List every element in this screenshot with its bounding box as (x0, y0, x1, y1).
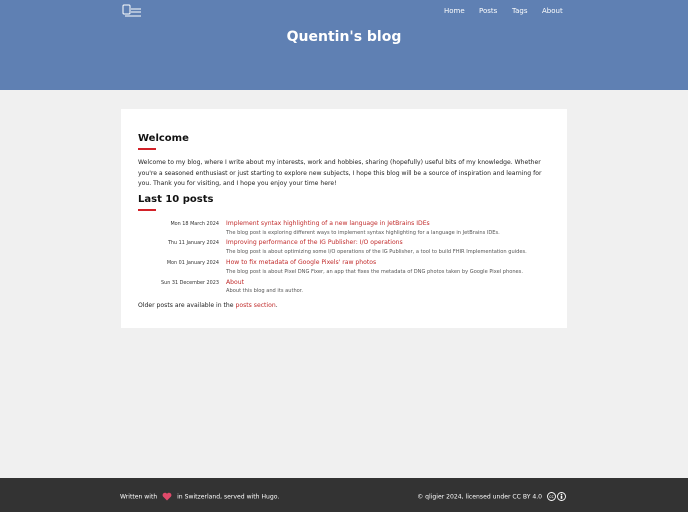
nav-about[interactable]: About (542, 7, 563, 15)
posts-heading: Last 10 posts (138, 194, 214, 205)
header (0, 0, 688, 90)
cc-by-icon[interactable] (547, 492, 567, 501)
nav-posts[interactable]: Posts (479, 7, 498, 15)
post-description: The blog post is about Pixel DNG Fixer, an app that fixes the metadata of DNG photos taken by Google Pixel phones. (226, 269, 523, 275)
post-date: Sun 31 December 2023 (161, 280, 219, 286)
location-text: in Switzerland, served with Hugo. (177, 493, 280, 501)
site-title: Quentin's blog (286, 29, 402, 45)
footer-credits (120, 492, 279, 501)
older-suffix: . (275, 302, 278, 309)
svg-text:cc: cc (549, 494, 554, 500)
nav-home[interactable]: Home (444, 7, 465, 15)
written-with-text: Written with (120, 493, 158, 501)
post-link[interactable]: Implement syntax highlighting of a new language in JetBrains IDEs (226, 220, 430, 227)
heading-underline (138, 148, 156, 150)
welcome-text: Welcome to my blog, where I write about my interests, work and hobbies, sharing (hopefully) useful bits of my knowledge. Whether you're a seasoned enthusiast or just starting to explore new subjects, I hope this blog will be a source of inspiration and learning for you. Thank you for visiting, and I hope you enjoy your time here! (138, 159, 542, 187)
posts-section-link[interactable]: posts section (235, 302, 276, 309)
welcome-heading: Welcome (138, 133, 189, 144)
post-date: Mon 01 January 2024 (166, 260, 219, 266)
older-prefix: Older posts are available in the (138, 302, 236, 309)
blog-logo-icon[interactable] (122, 4, 142, 18)
copyright-text: © qligier 2024, licensed under CC BY 4.0 (417, 493, 543, 501)
post-date: Thu 11 January 2024 (167, 240, 219, 246)
footer-license (417, 492, 567, 501)
older-posts-note (138, 302, 278, 309)
post-description: About this blog and its author. (226, 288, 304, 294)
heart-icon (162, 492, 172, 501)
footer (0, 478, 688, 512)
post-link[interactable]: How to fix metadata of Google Pixels' raw photos (226, 259, 377, 266)
post-description: The blog post is about optimizing some I/O operations of the IG Publisher, a tool to build FHIR Implementation guides. (226, 249, 527, 255)
post-link[interactable]: About (226, 279, 245, 286)
heading-underline (138, 209, 156, 211)
nav-tags[interactable]: Tags (512, 7, 528, 15)
post-link[interactable]: Improving performance of the IG Publisher: I/O operations (226, 239, 403, 246)
post-description: The blog post is exploring different ways to implement syntax highlighting for a language in JetBrains IDEs. (226, 230, 500, 236)
post-date: Mon 18 March 2024 (170, 221, 219, 227)
